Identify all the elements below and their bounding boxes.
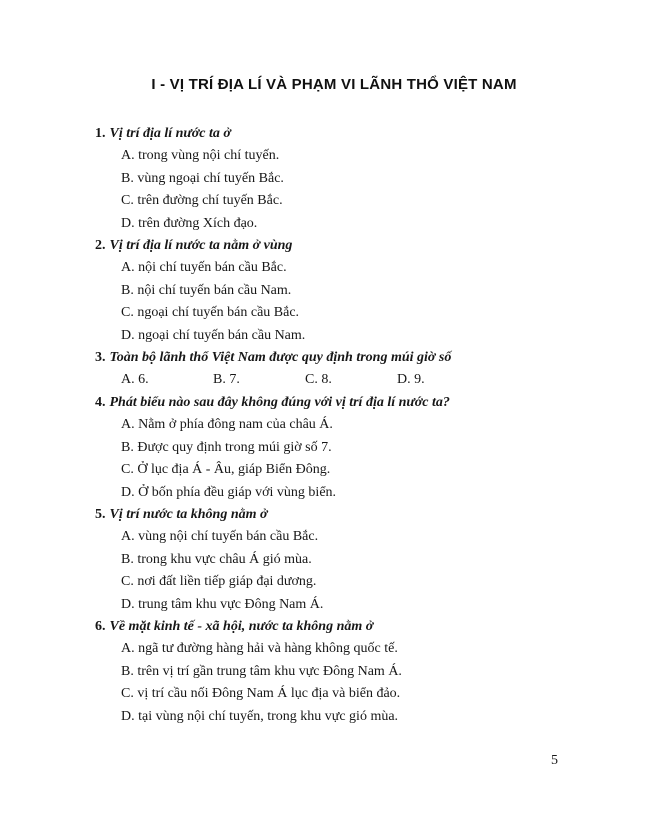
option-d: D. trên đường Xích đạo. (121, 215, 258, 231)
option-c: C. 8. (305, 372, 332, 388)
question-number: 1. (95, 126, 106, 141)
option-c: C. vị trí cầu nối Đông Nam Á lục địa và biển đảo. (121, 686, 401, 702)
option-a: A. 6. (121, 372, 149, 388)
option-c: C. Ở lục địa Á - Âu, giáp Biển Đông. (121, 462, 331, 478)
option-b: B. trong khu vực châu Á gió mùa. (121, 551, 312, 567)
option-d: D. tại vùng nội chí tuyến, trong khu vực gió mùa. (121, 708, 399, 724)
question-number: 4. (95, 394, 106, 410)
option-b: B. Được quy định trong múi giờ số 7. (121, 439, 332, 455)
option-a: A. vùng nội chí tuyến bán cầu Bắc. (121, 529, 319, 545)
option-a: A. trong vùng nội chí tuyến. (121, 148, 280, 164)
question-1 (95, 123, 573, 235)
question-number: 3. (95, 350, 106, 366)
option-d: D. ngoại chí tuyến bán cầu Nam. (121, 327, 306, 343)
option-c: C. nơi đất liền tiếp giáp đại dương. (121, 574, 317, 590)
question-text: Vị trí nước ta không nằm ở (109, 506, 268, 522)
question-text: Về mặt kinh tế - xã hội, nước ta không nằm ở (109, 618, 374, 634)
question-text: Toàn bộ lãnh thổ Việt Nam được quy định trong múi giờ số (109, 350, 452, 366)
options-row (95, 369, 573, 391)
question-stem (95, 347, 573, 369)
option-d: D. Ở bốn phía đều giáp với vùng biển. (121, 484, 337, 500)
option-d: D. trung tâm khu vực Đông Nam Á. (121, 596, 324, 612)
question-text: Vị trí địa lí nước ta ở (109, 126, 231, 141)
option-a: A. nội chí tuyến bán cầu Bắc. (121, 260, 287, 276)
option-a: A. Nằm ở phía đông nam của châu Á. (121, 417, 333, 433)
question-text: Phát biểu nào sau đây không đúng với vị trí địa lí nước ta? (109, 394, 450, 410)
question-text: Vị trí địa lí nước ta nằm ở vùng (109, 238, 293, 254)
question-6 (95, 616, 573, 728)
page-title: I - VỊ TRÍ ĐỊA LÍ VÀ PHẠM VI LÃNH THỔ VIỆT NAM (151, 76, 517, 93)
option-b: B. nội chí tuyến bán cầu Nam. (121, 282, 292, 298)
option-d: D. 9. (397, 372, 425, 388)
question-4 (95, 392, 573, 504)
question-stem (95, 392, 573, 414)
option-b: B. 7. (213, 372, 240, 388)
question-stem (95, 616, 573, 638)
question-5 (95, 504, 573, 616)
option-c: C. trên đường chí tuyến Bắc. (121, 193, 283, 209)
question-stem (95, 123, 573, 145)
option-b: B. vùng ngoại chí tuyến Bắc. (121, 170, 284, 186)
question-number: 2. (95, 238, 106, 254)
question-3 (95, 347, 573, 392)
question-list (95, 123, 573, 728)
option-b: B. trên vị trí gần trung tâm khu vực Đông Nam Á. (121, 663, 402, 679)
option-a: A. ngã tư đường hàng hải và hàng không quốc tế. (121, 641, 398, 657)
question-number: 6. (95, 618, 106, 634)
question-number: 5. (95, 506, 106, 522)
question-stem (95, 504, 573, 526)
question-2 (95, 235, 573, 347)
page-number: 5 (551, 753, 558, 768)
option-c: C. ngoại chí tuyến bán cầu Bắc. (121, 305, 300, 321)
question-stem (95, 235, 573, 257)
